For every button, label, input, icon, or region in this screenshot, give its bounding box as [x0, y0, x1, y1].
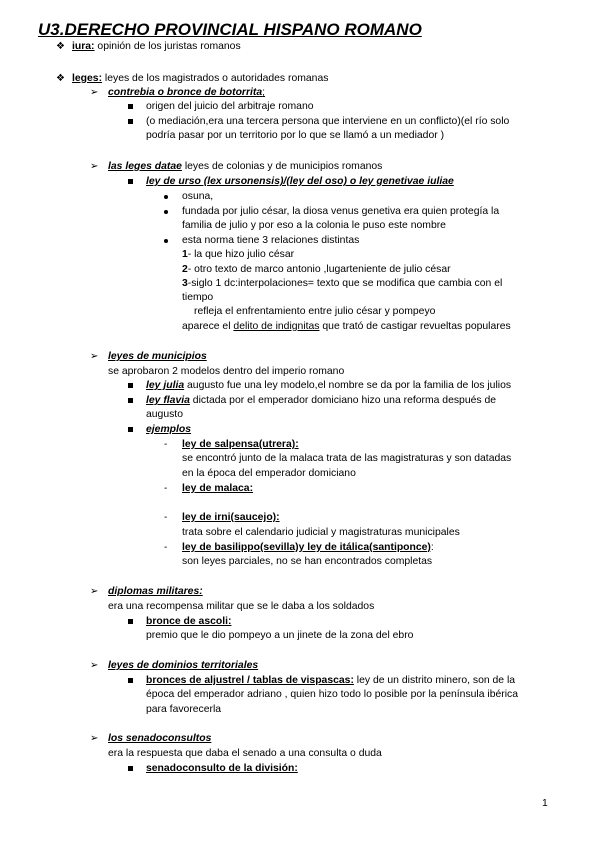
division-term: senadoconsulto de la división: — [146, 763, 298, 774]
senadoconsultos-heading: los senadoconsultos — [108, 733, 212, 744]
example-text: se encontró junto de la malaca trata de las magistraturas y son datadas — [182, 453, 512, 464]
example-text: trata sobre el calendario judicial y magistraturas municipales — [182, 527, 460, 538]
contrebia-heading-text: contrebia o bronce de botorrita — [108, 87, 263, 98]
diplomas-heading: diplomas militares: — [108, 586, 203, 597]
page-number: 1 — [542, 798, 548, 809]
dash-bullet-icon: - — [164, 542, 168, 553]
arrow-bullet-icon: ➢ — [90, 87, 99, 98]
leges-term: leges: — [72, 73, 103, 84]
indignitas-line — [182, 320, 511, 334]
relation-text: - otro texto de marco antonio ,lugarteniente de julio césar — [187, 264, 451, 275]
datae-heading-text: las leges datae — [108, 161, 182, 172]
aljustrel-line — [146, 674, 515, 688]
iulia-term: ley julia — [146, 380, 185, 391]
leges-text: leyes de los magistrados o autoridades romanas — [102, 73, 329, 84]
page-title: U3.DERECHO PROVINCIAL HISPANO ROMANO — [38, 20, 422, 39]
example-name: ley de basilippo(sevilla)y ley de itálica(santiponce) — [182, 542, 431, 553]
round-bullet-icon — [164, 239, 168, 243]
indignitas-term: delito de indignitas — [233, 321, 320, 332]
relation-line — [182, 277, 502, 291]
urso-item: osuna, — [182, 191, 214, 202]
relation-line — [182, 263, 451, 277]
aljustrel-text: ley de un distrito minero, son de la — [353, 675, 516, 686]
square-bullet-icon — [128, 427, 133, 432]
contrebia-heading — [108, 86, 265, 100]
aljustrel-cont: época del emperador adriano , quien hizo todo lo posible por la península ibérica — [146, 689, 519, 700]
relation-text: - la que hizo julio césar — [187, 249, 295, 260]
diamond-bullet-icon: ❖ — [56, 73, 65, 84]
relation-cont: refleja el enfrentamiento entre julio césar y pompeyo — [194, 306, 436, 317]
leges-line — [72, 72, 328, 86]
example-text: son leyes parciales, no se han encontrados completas — [182, 556, 433, 567]
contrebia-item: (o mediación,era una tercera persona que interviene en un conflicto)(el río solo — [146, 116, 510, 127]
contrebia-item: origen del juicio del arbitraje romano — [146, 101, 314, 112]
aljustrel-term: bronces de aljustrel / tablas de vispascas: — [146, 675, 354, 686]
flavia-term: ley flavia — [146, 395, 190, 406]
square-bullet-icon — [128, 104, 133, 109]
contrebia-item-cont: podría pasar por un territorio por lo que se llamó a un mediador ) — [146, 130, 445, 141]
square-bullet-icon — [128, 619, 133, 624]
urso-heading: ley de urso (lex ursonensis)/(ley del oso) o ley genetivae iuliae — [146, 176, 454, 187]
flavia-line — [146, 394, 496, 408]
example-name: ley de malaca: — [182, 483, 254, 494]
municipios-heading: leyes de municipios — [108, 351, 207, 362]
dominios-heading: leyes de dominios territoriales — [108, 660, 259, 671]
datae-heading — [108, 160, 382, 174]
arrow-bullet-icon: ➢ — [90, 161, 99, 172]
square-bullet-icon — [128, 398, 133, 403]
example-suffix: : — [430, 542, 434, 553]
datae-text: leyes de colonias y de municipios romanos — [181, 161, 383, 172]
square-bullet-icon — [128, 179, 133, 184]
square-bullet-icon — [128, 383, 133, 388]
flavia-cont: augusto — [146, 409, 183, 420]
relation-number: 1 — [182, 249, 188, 260]
square-bullet-icon — [128, 119, 133, 124]
dash-bullet-icon: - — [164, 512, 168, 523]
relation-line — [182, 248, 294, 262]
iura-term: iura: — [72, 41, 95, 52]
diplomas-intro: era una recompensa militar que se le daba a los soldados — [108, 601, 375, 612]
example-name: ley de irni(saucejo): — [182, 512, 280, 523]
aljustrel-cont: para favorecerla — [146, 704, 222, 715]
arrow-bullet-icon: ➢ — [90, 351, 99, 362]
ejemplos-heading: ejemplos — [146, 424, 192, 435]
urso-item: esta norma tiene 3 relaciones distintas — [182, 235, 360, 246]
ascoli-text: premio que le dio pompeyo a un jinete de la zona del ebro — [146, 630, 414, 641]
contrebia-colon: ; — [262, 87, 266, 98]
urso-item: fundada por julio césar, la diosa venus genetiva era quien protegía la — [182, 206, 500, 217]
senadoconsultos-intro: era la respuesta que daba el senado a una consulta o duda — [108, 748, 382, 759]
ascoli-term: bronce de ascoli: — [146, 616, 232, 627]
arrow-bullet-icon: ➢ — [90, 733, 99, 744]
municipios-intro: se aprobaron 2 modelos dentro del imperio romano — [108, 366, 345, 377]
indignitas-post: que trató de castigar revueltas populares — [319, 321, 511, 332]
iulia-line — [146, 379, 511, 393]
relation-number: 3 — [182, 278, 188, 289]
flavia-text: dictada por el emperador domiciano hizo una reforma después de — [189, 395, 497, 406]
round-bullet-icon — [164, 210, 168, 214]
dash-bullet-icon: - — [164, 439, 168, 450]
indignitas-pre: aparece el — [182, 321, 234, 332]
example-text: en la época del emperador domiciano — [182, 468, 356, 479]
relation-cont: tiempo — [182, 292, 214, 303]
example-name: ley de salpensa(utrera): — [182, 439, 299, 450]
arrow-bullet-icon: ➢ — [90, 660, 99, 671]
example-name-line — [182, 541, 434, 555]
relation-number: 2 — [182, 264, 188, 275]
square-bullet-icon — [128, 678, 133, 683]
dash-bullet-icon: - — [164, 483, 168, 494]
iura-line — [72, 40, 241, 54]
square-bullet-icon — [128, 766, 133, 771]
diamond-bullet-icon: ❖ — [56, 41, 65, 52]
round-bullet-icon — [164, 195, 168, 199]
iulia-text: augusto fue una ley modelo,el nombre se da por la familia de los julios — [184, 380, 512, 391]
urso-item-cont: familia de julio y por eso a la colonia le puso este nombre — [182, 220, 446, 231]
relation-text: -siglo 1 dc:interpolaciones= texto que se modifica que cambia con el — [187, 278, 503, 289]
arrow-bullet-icon: ➢ — [90, 586, 99, 597]
iura-text: opinión de los juristas romanos — [94, 41, 241, 52]
